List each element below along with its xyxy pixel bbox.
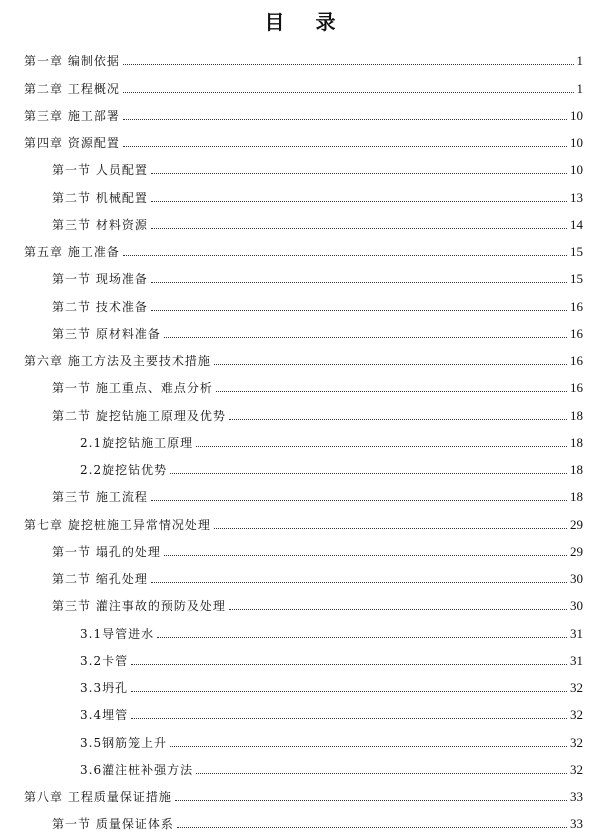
toc-entry-text: 第一节 施工重点、难点分析 (52, 381, 213, 396)
toc-dot-leader (151, 227, 567, 229)
toc-dot-leader (170, 745, 567, 747)
toc-entry[interactable] (0, 97, 600, 124)
toc-entry[interactable] (0, 587, 600, 614)
toc-entry[interactable] (0, 424, 600, 451)
toc-dot-leader (123, 254, 567, 256)
toc-entry[interactable] (0, 206, 600, 233)
toc-dot-leader (196, 772, 567, 774)
toc-dot-leader (131, 690, 567, 692)
toc-entry[interactable] (0, 260, 600, 287)
toc-entry-text: 第一节 塌孔的处理 (52, 544, 161, 559)
toc-page-number: 16 (570, 325, 583, 341)
toc-entry-text: 第五章 施工准备 (24, 245, 120, 259)
toc-entry[interactable] (0, 287, 600, 314)
toc-page-number: 32 (570, 734, 583, 750)
toc-entry[interactable] (0, 751, 600, 778)
toc-entry-text: 第三节 灌注事故的预防及处理 (52, 599, 226, 614)
toc-dot-leader (216, 390, 567, 392)
toc-entry[interactable] (0, 451, 600, 478)
toc-entry-text: 3.1导管进水 (80, 626, 155, 641)
toc-entry-text: 第三节 材料资源 (52, 217, 148, 232)
toc-dot-leader (164, 554, 567, 556)
toc-entry[interactable] (0, 642, 600, 669)
toc-entry-text: 第二节 旋挖钻施工原理及优势 (52, 408, 226, 423)
toc-entry[interactable] (0, 69, 600, 96)
toc-entry-text: 第一节 人员配置 (52, 163, 148, 178)
toc-page-number: 13 (570, 189, 583, 205)
toc-dot-leader (177, 826, 567, 828)
toc-page-number: 29 (570, 516, 583, 532)
toc-entry[interactable] (0, 315, 600, 342)
toc-dot-leader (229, 418, 567, 420)
toc-entry-text: 第二章 工程概况 (24, 81, 120, 96)
toc-page-number: 18 (570, 489, 583, 505)
toc-dot-leader (151, 172, 567, 174)
toc-entry[interactable] (0, 669, 600, 696)
toc-entry[interactable] (0, 369, 600, 396)
toc-dot-leader (157, 636, 567, 638)
toc-page-number: 30 (570, 598, 583, 614)
toc-entry-text: 第二节 机械配置 (52, 190, 148, 205)
toc-dot-leader (123, 91, 574, 93)
toc-entry[interactable] (0, 614, 600, 641)
toc-entry[interactable] (0, 478, 600, 505)
toc-dot-leader (151, 499, 567, 501)
toc-page-number: 1 (576, 80, 583, 96)
toc-entry[interactable] (0, 178, 600, 205)
toc-entry-text: 第三节 施工流程 (52, 490, 148, 505)
toc-page-number: 29 (570, 543, 583, 559)
toc-entry[interactable] (0, 778, 600, 805)
toc-entry-text: 2.2旋挖钻优势 (80, 463, 168, 477)
table-of-contents (0, 42, 600, 832)
toc-entry-text: 第三节 原材料准备 (52, 326, 161, 341)
toc-page-number: 31 (570, 652, 583, 668)
toc-dot-leader (123, 118, 567, 120)
toc-entry-text: 第二节 缩孔处理 (52, 572, 148, 586)
toc-dot-leader (131, 663, 567, 665)
toc-page-number: 18 (570, 407, 583, 423)
toc-entry[interactable] (0, 233, 600, 260)
toc-page-number: 14 (570, 216, 583, 232)
toc-page-number: 18 (570, 462, 583, 477)
toc-entry-text: 第四章 资源配置 (24, 136, 120, 150)
toc-page-number: 32 (570, 761, 583, 777)
toc-dot-leader (151, 581, 567, 583)
toc-page-number: 31 (570, 625, 583, 641)
toc-entry[interactable] (0, 396, 600, 423)
toc-entry[interactable] (0, 533, 600, 560)
toc-entry[interactable] (0, 505, 600, 532)
toc-entry-text: 第一节 质量保证体系 (52, 817, 174, 832)
toc-page-number: 10 (570, 107, 583, 123)
toc-entry[interactable] (0, 723, 600, 750)
toc-dot-leader (151, 281, 567, 283)
toc-entry-text: 第一章 编制依据 (24, 54, 120, 69)
toc-dot-leader (123, 145, 567, 147)
toc-entry-text: 第二节 技术准备 (52, 299, 148, 314)
toc-entry-text: 3.5钢筋笼上升 (80, 735, 168, 750)
toc-entry-text: 第八章 工程质量保证措施 (24, 790, 172, 804)
toc-entry-text: 第一节 现场准备 (52, 272, 148, 287)
toc-dot-leader (151, 200, 567, 202)
toc-dot-leader (123, 63, 574, 65)
toc-entry[interactable] (0, 124, 600, 151)
toc-entry[interactable] (0, 42, 600, 69)
toc-dot-leader (229, 608, 567, 610)
toc-page-number: 32 (570, 680, 583, 695)
toc-page-number: 15 (570, 244, 583, 259)
toc-dot-leader (170, 472, 567, 474)
toc-page-number: 30 (570, 571, 583, 586)
toc-entry-text: 第六章 施工方法及主要技术措施 (24, 354, 211, 368)
toc-entry-text: 2.1旋挖钻施工原理 (80, 435, 194, 450)
toc-entry-text: 第七章 旋挖桩施工异常情况处理 (24, 517, 211, 532)
toc-entry-text: 3.3坍孔 (80, 681, 129, 695)
toc-page-number: 32 (570, 707, 583, 723)
toc-dot-leader (151, 309, 567, 311)
toc-page-number: 33 (570, 816, 583, 832)
toc-entry[interactable] (0, 696, 600, 723)
toc-page-number: 16 (570, 298, 583, 314)
toc-dot-leader (196, 445, 567, 447)
toc-entry-text: 3.2卡管 (80, 653, 129, 668)
toc-entry-text: 第三章 施工部署 (24, 108, 120, 123)
toc-dot-leader (214, 527, 567, 529)
toc-page-number: 1 (576, 53, 583, 69)
toc-dot-leader (214, 363, 567, 365)
toc-dot-leader (164, 336, 567, 338)
toc-page-number: 16 (570, 380, 583, 396)
toc-entry[interactable] (0, 342, 600, 369)
toc-page-number: 16 (570, 353, 583, 368)
toc-entry[interactable] (0, 805, 600, 832)
toc-entry[interactable] (0, 560, 600, 587)
toc-entry[interactable] (0, 151, 600, 178)
toc-entry-text: 3.4埋管 (80, 708, 129, 723)
toc-dot-leader (175, 799, 567, 801)
toc-page-number: 15 (570, 271, 583, 287)
toc-dot-leader (131, 717, 567, 719)
toc-page-number: 18 (570, 434, 583, 450)
toc-page-number: 10 (570, 135, 583, 150)
toc-page-number: 33 (570, 789, 583, 804)
toc-title: 目 录 (264, 10, 348, 34)
toc-entry-text: 3.6灌注桩补强方法 (80, 762, 194, 777)
toc-page-number: 10 (570, 162, 583, 178)
